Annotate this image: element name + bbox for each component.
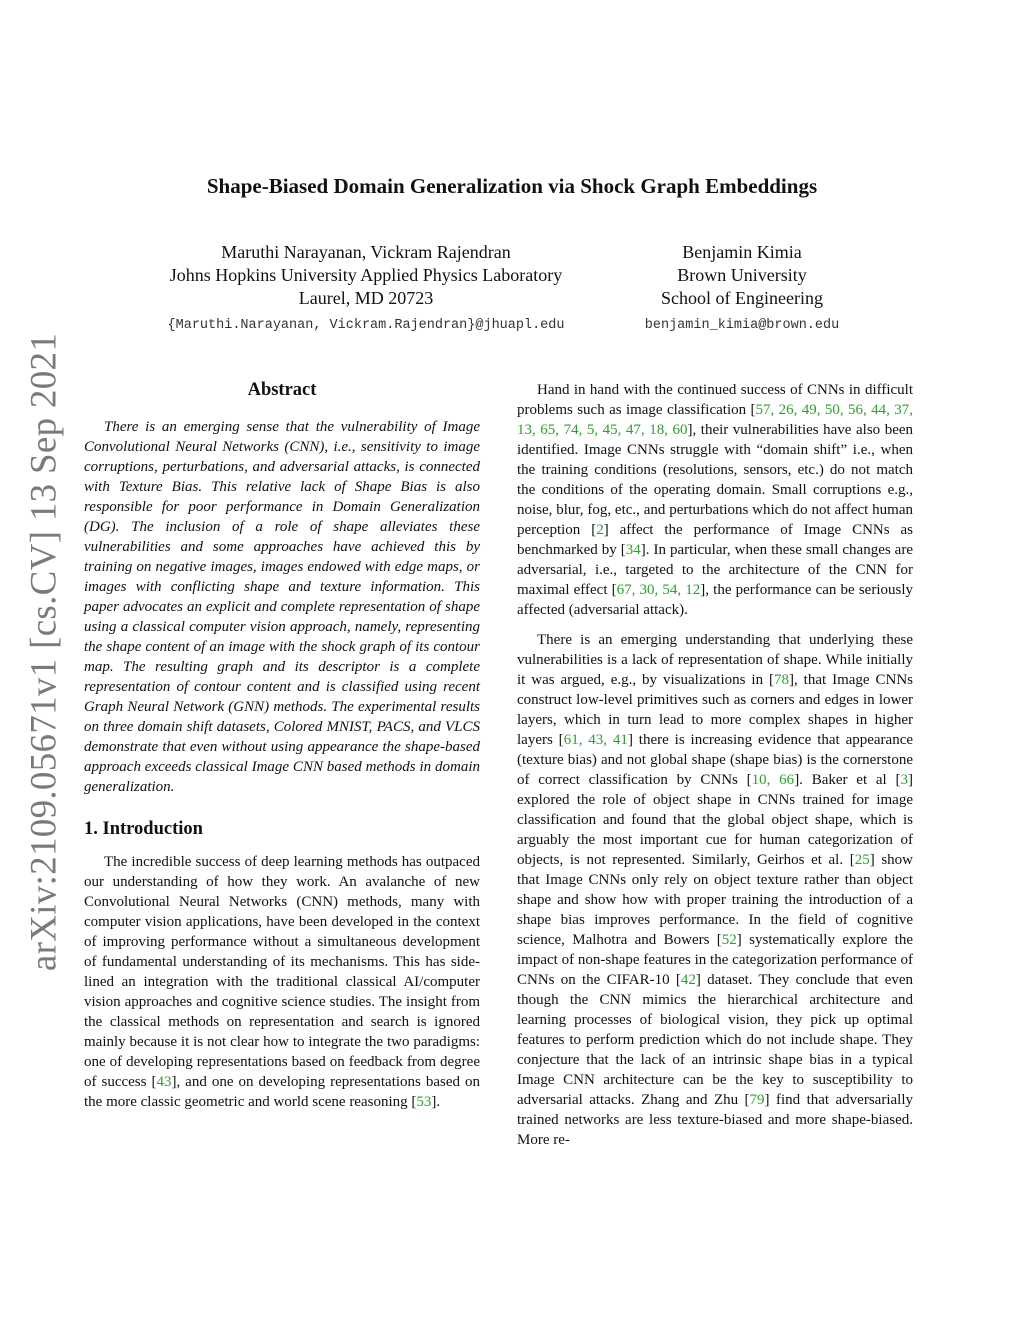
- citation-link[interactable]: 3: [900, 772, 908, 788]
- citation-link[interactable]: 52: [721, 932, 737, 948]
- citation-link[interactable]: 34: [625, 542, 641, 558]
- citation-link[interactable]: 79: [749, 1092, 765, 1108]
- author-affiliation: Johns Hopkins University Applied Physics Laboratory: [169, 265, 563, 285]
- paper-title: Shape-Biased Domain Generalization via Shock Graph Embeddings: [206, 174, 818, 198]
- citation-link[interactable]: 42: [680, 972, 696, 988]
- intro-paragraph-3: There is an emerging understanding that underlying these vulnerabilities is a lack of representation of shape. While initially it was argued, e.g., by visualizations in [78], that Image CNNs construct low-level primitives such as corners and edges in lower layers, which in turn lead to more complex shapes in higher layers [61, 43, 41] there is increasing evidence that appearance (texture bias) and not global shape (shape bias) is the cornerstone of correct classification by CNNs [10, 66]. Baker et al [3] explored the role of object shape in CNNs trained for image classification and found that the global object shape, which is arguably the most important cue for human categorization of objects, is not represented. Similarly, Geirhos et al. [25] show that Image CNNs only rely on object texture rather than object shape and show how with proper training the introduction of a shape bias improves performance. In the field of cognitive science, Malhotra and Bowers [52] systematically explore the impact of non-shape features in the categorization performance of CNNs on the CIFAR-10 [42] dataset. They conclude that even though the CNN mimics the hierarchical architecture and learning processes of biological vision, they pick up optimal features to perform prediction which do not include shape. They conjecture that the lack of an intrinsic shape bias in a typical Image CNN architecture can be the key to susceptibility to adversarial attacks. Zhang and Zhu [79] find that adversarially trained networks are less texture-biased and more shape-biased. More re-: [517, 632, 914, 1148]
- citation-link[interactable]: 43: [156, 1074, 172, 1090]
- right-column: [517, 380, 913, 1150]
- citation-link[interactable]: 53: [416, 1094, 432, 1110]
- left-column: [84, 380, 480, 1112]
- citation-link[interactable]: 61, 43, 41: [563, 732, 628, 748]
- citation-link[interactable]: 78: [773, 672, 789, 688]
- abstract-heading: Abstract: [247, 380, 317, 400]
- abstract: [84, 417, 480, 797]
- author-email: benjamin_kimia@brown.edu: [644, 318, 840, 333]
- citation-link[interactable]: 25: [854, 852, 870, 868]
- intro-paragraph-1: The incredible success of deep learning methods has outpaced our understanding of how they work. An avalanche of new Convolutional Neural Networks (CNN) methods, many with computer vision applications, have been developed in the context of improving performance without a simultaneous development of fundamental understanding of its mechanisms. This has side-lined an integration with the traditional classical AI/computer vision approaches and cognitive science studies. The insight from the classical methods on representation and search is ignored mainly because it is not clear how to integrate the two paradigms: one of developing representations based on feedback from degree of success [43], and one on developing representations based on the more classic geometric and world scene reasoning [53].: [84, 854, 480, 1110]
- intro-paragraph-2: Hand in hand with the continued success of CNNs in difficult problems such as image classification [57, 26, 49, 50, 56, 44, 37, 13, 65, 74, 5, 45, 47, 18, 60], their vulnerabilities have also been identified. Image CNNs struggle with “domain shift” i.e., when the training conditions (resolutions, sensors, etc.) do not match the conditions of the operating domain. Small corruptions e.g., noise, blur, fog, etc., and perturbations which do not affect human perception [2] affect the performance of Image CNNs as benchmarked by [34]. In particular, when these small changes are adversarial, i.e., targeted to the architecture of the CNN for maximal effect [67, 30, 54, 12], the performance can be seriously affected (adversarial attack).: [517, 382, 914, 618]
- abstract-text: There is an emerging sense that the vulnerability of Image Convolutional Neural Networks (CNN), i.e., sensitivity to image corruptions, perturbations, and adversarial attacks, is connected with Texture Bias. This relative lack of Shape Bias is also responsible for poor performance in Domain Generalization (DG). The inclusion of a role of shape alleviates these vulnerabilities and some approaches have achieved this by training on negative images, images endowed with edge maps, or images with conflicting shape and texture information. This paper advocates an explicit and complete representation of shape using a classical computer vision approach, namely, representing the shape content of an image with the shock graph of its contour map. The resulting graph and its descriptor is a complete representation of contour content and is classified using recent Graph Neural Network (GNN) methods. The experimental results on three domain shift datasets, Colored MNIST, PACS, and VLCS demonstrate that even without using appearance the shape-based approach exceeds classical Image CNN based methods in domain generalization.: [84, 419, 480, 795]
- author-location: Laurel, MD 20723: [298, 288, 434, 308]
- author-email: {Maruthi.Narayanan, Vickram.Rajendran}@jhuapl.edu: [167, 318, 565, 333]
- author-block-2: [620, 241, 864, 337]
- author-location: School of Engineering: [661, 288, 823, 308]
- citation-link[interactable]: 67, 30, 54, 12: [616, 582, 701, 598]
- citation-link[interactable]: 57, 26, 49, 50, 56, 44, 37, 13, 65, 74, 5, 45, 47, 18, 60: [517, 402, 913, 438]
- author-names: Benjamin Kimia: [682, 242, 802, 262]
- citation-link[interactable]: 2: [596, 522, 604, 538]
- author-block-1: [136, 241, 596, 337]
- citation-link[interactable]: 10, 66: [751, 772, 795, 788]
- author-affiliation: Brown University: [677, 265, 807, 285]
- arxiv-identifier: arXiv:2109.05671v1 [cs.CV] 13 Sep 2021: [23, 332, 65, 972]
- author-names: Maruthi Narayanan, Vickram Rajendran: [221, 242, 511, 262]
- introduction-heading: 1. Introduction: [84, 819, 203, 839]
